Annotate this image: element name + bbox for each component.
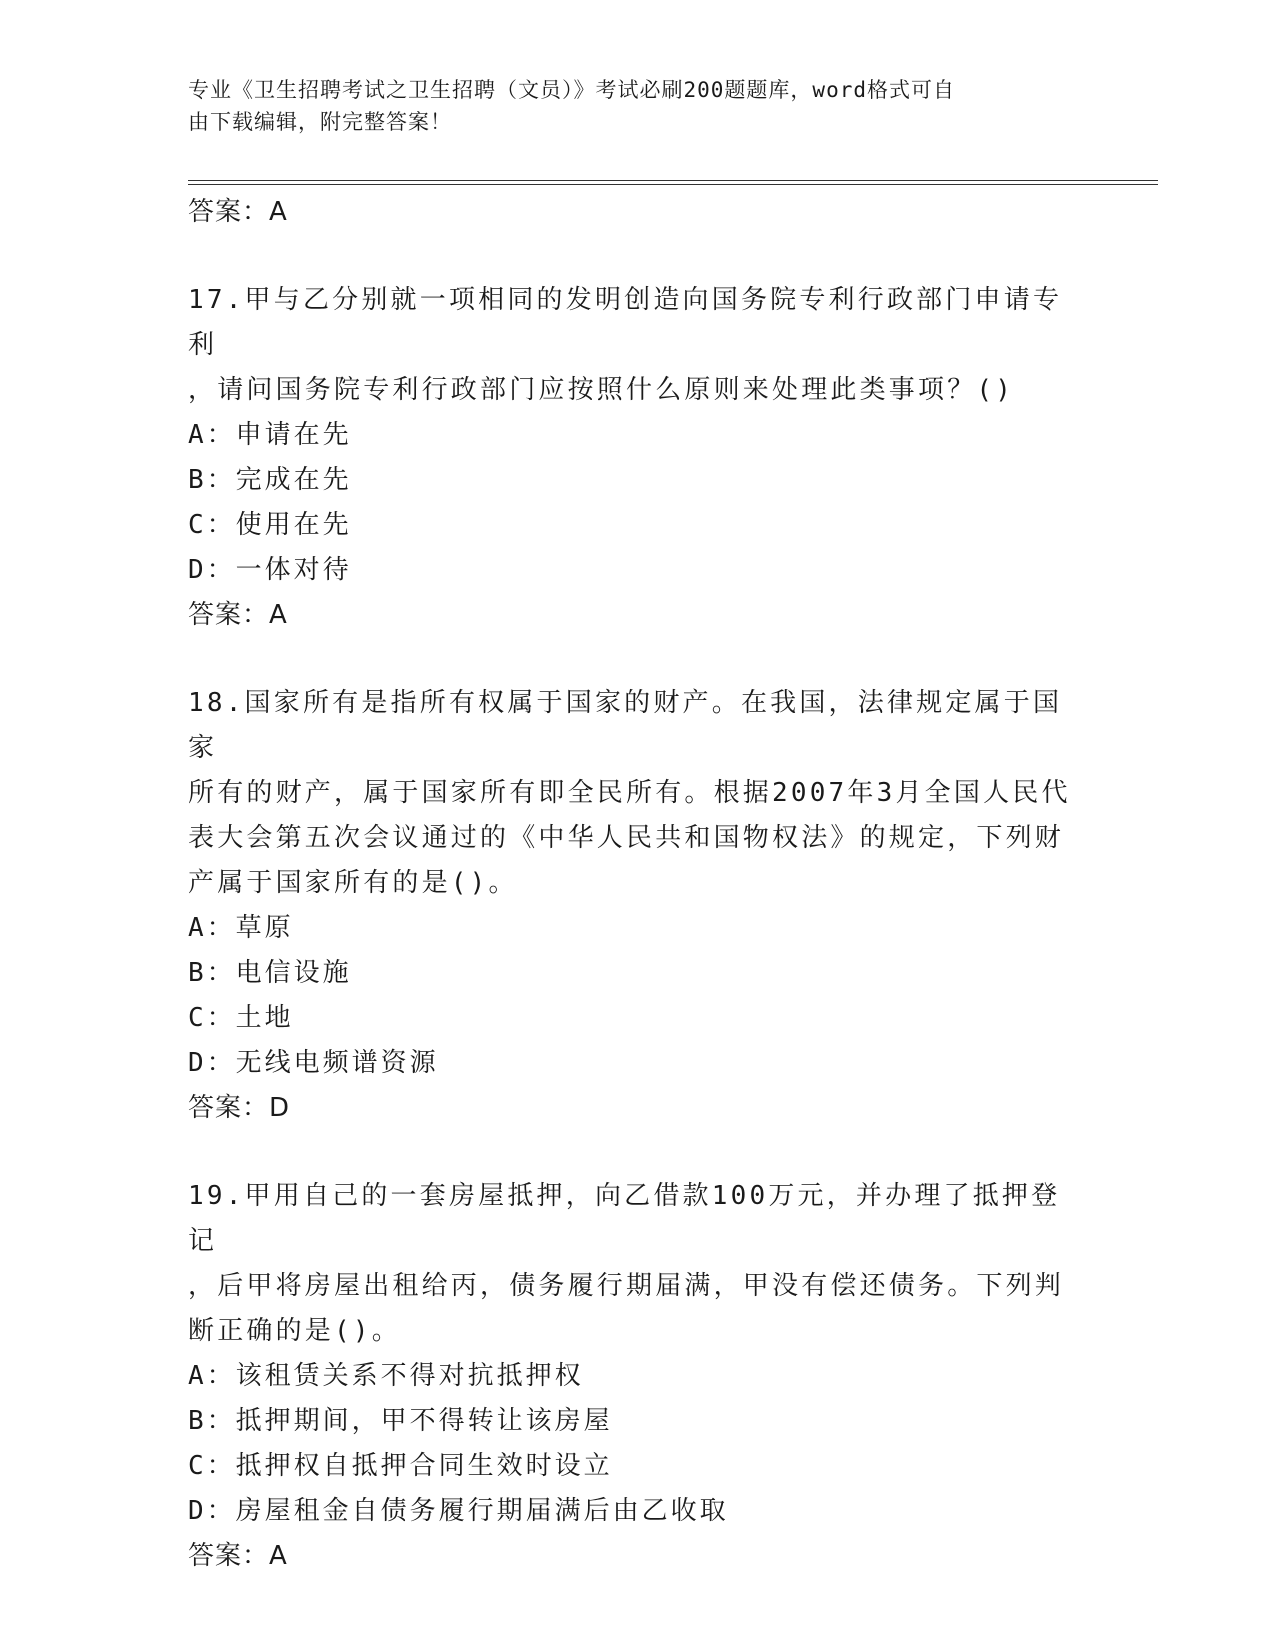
question-list (188, 190, 1088, 1578)
question-block-18 (188, 681, 1088, 1130)
header-divider-top (188, 180, 1158, 181)
question-text-line: 表大会第五次会议通过的《中华人民共和国物权法》的规定，下列财 (188, 823, 1065, 853)
option-d: D：房屋租金自债务履行期届满后由乙收取 (188, 1496, 729, 1526)
option-a: A：申请在先 (188, 420, 352, 450)
option-c: C：土地 (188, 1003, 294, 1033)
option-b: B：完成在先 (188, 465, 352, 495)
question-text-line: 18.国家所有是指所有权属于国家的财产。在我国，法律规定属于国家 (188, 688, 1063, 763)
answer: 答案：A (188, 600, 288, 630)
header-line-1: 专业《卫生招聘考试之卫生招聘（文员）》考试必刷200题题库，word格式可自 (188, 78, 955, 102)
previous-answer: 答案：A (188, 197, 288, 227)
header-divider-bottom (188, 184, 1158, 185)
option-b: B：电信设施 (188, 958, 352, 988)
answer: 答案：A (188, 1541, 288, 1571)
question-text-line: 19.甲用自己的一套房屋抵押，向乙借款100万元，并办理了抵押登记 (188, 1181, 1061, 1256)
option-d: D：一体对待 (188, 555, 352, 585)
header-line-2: 由下载编辑，附完整答案！ (188, 110, 452, 134)
option-d: D：无线电频谱资源 (188, 1048, 439, 1078)
answer: 答案：D (188, 1093, 291, 1123)
question-text-line: ，请问国务院专利行政部门应按照什么原则来处理此类事项？() (188, 375, 1015, 405)
question-text-line: 断正确的是()。 (188, 1316, 401, 1346)
question-text-line: ，后甲将房屋出租给丙，债务履行期届满，甲没有偿还债务。下列判 (188, 1271, 1065, 1301)
option-c: C：使用在先 (188, 510, 352, 540)
question-block-17 (188, 278, 1088, 637)
question-text-line: 所有的财产，属于国家所有即全民所有。根据2007年3月全国人民代 (188, 778, 1071, 808)
question-text-line: 17.甲与乙分别就一项相同的发明创造向国务院专利行政部门申请专利 (188, 285, 1063, 360)
option-b: B：抵押期间，甲不得转让该房屋 (188, 1406, 613, 1436)
question-text-line: 产属于国家所有的是()。 (188, 868, 518, 898)
document-header (188, 74, 1068, 138)
option-a: A：该租赁关系不得对抗抵押权 (188, 1361, 584, 1391)
option-c: C：抵押权自抵押合同生效时设立 (188, 1451, 613, 1481)
option-a: A：草原 (188, 913, 294, 943)
question-block-19 (188, 1174, 1088, 1578)
